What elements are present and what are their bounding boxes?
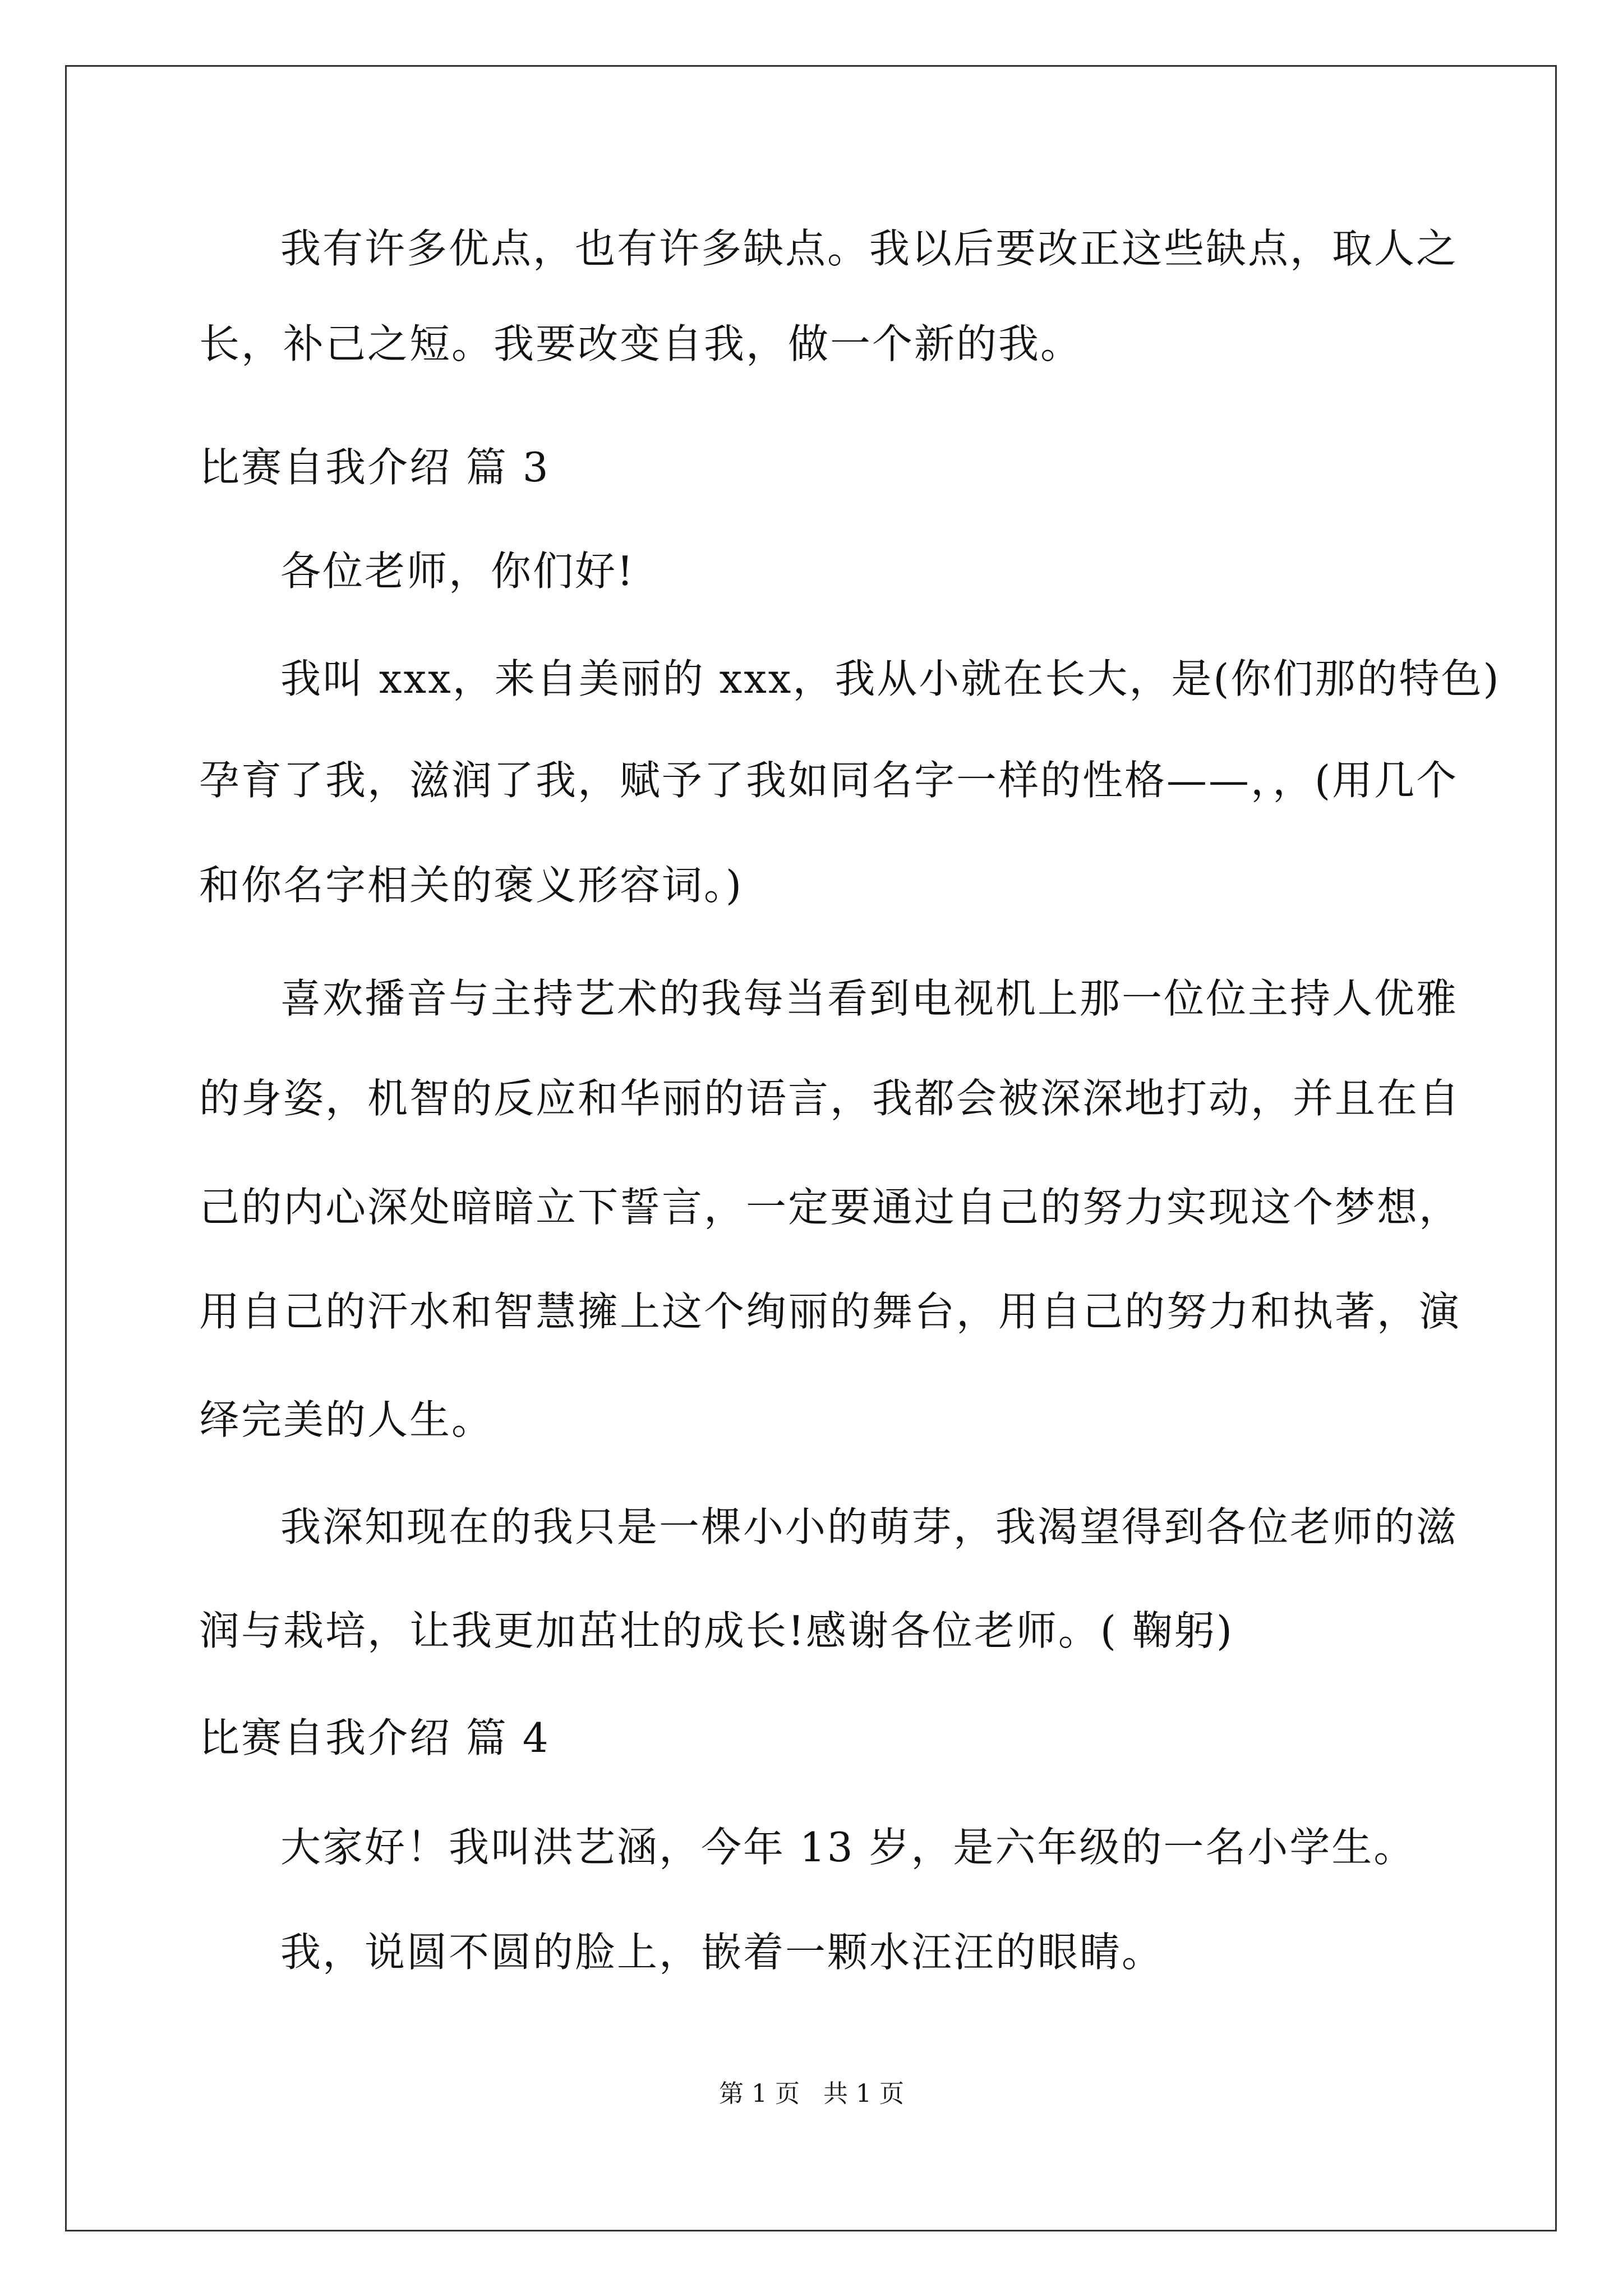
- paragraph-line: 我，说圆不圆的脸上，嵌着一颗水汪汪的眼睛。: [280, 1929, 1164, 1976]
- paragraph-line: 喜欢播音与主持艺术的我每当看到电视机上那一位位主持人优雅: [280, 975, 1459, 1022]
- paragraph-line: 用自己的汗水和智慧擁上这个绚丽的舞台，用自己的努力和执著，演: [199, 1288, 1461, 1335]
- paragraph-line: 孕育了我，滋润了我，赋予了我如同名字一样的性格——，，(用几个: [199, 757, 1459, 804]
- paragraph-line: 和你名字相关的褒义形容词。): [199, 862, 744, 909]
- paragraph-line: 各位老师，你们好!: [280, 547, 635, 595]
- section-heading-3: 比赛自我介绍 篇 3: [199, 444, 550, 491]
- paragraph-line: 我叫 xxx，来自美丽的 xxx，我从小就在长大，是(你们那的特色): [280, 655, 1501, 702]
- paragraph-line: 润与栽培，让我更加茁壮的成长!感谢各位老师。( 鞠躬): [199, 1607, 1234, 1654]
- paragraph-line: 己的内心深处暗暗立下誓言，一定要通过自己的努力实现这个梦想，: [199, 1184, 1461, 1231]
- paragraph-line: 我深知现在的我只是一棵小小的萌芽，我渴望得到各位老师的滋: [280, 1503, 1459, 1550]
- paragraph-line: 大家好！我叫洪艺涵，今年 13 岁，是六年级的一名小学生。: [280, 1824, 1416, 1871]
- page-footer: 第 1 页 共 1 页: [719, 2079, 904, 2108]
- paragraph-line: 的身姿，机智的反应和华丽的语言，我都会被深深地打动，并且在自: [199, 1075, 1461, 1122]
- paragraph-line: 我有许多优点，也有许多缺点。我以后要改正这些缺点，取人之: [280, 225, 1459, 272]
- paragraph-line: 长，补己之短。我要改变自我，做一个新的我。: [199, 320, 1083, 367]
- paragraph-line: 绎完美的人生。: [199, 1396, 494, 1443]
- section-heading-4: 比赛自我介绍 篇 4: [199, 1714, 550, 1761]
- page-border: [65, 65, 1557, 2231]
